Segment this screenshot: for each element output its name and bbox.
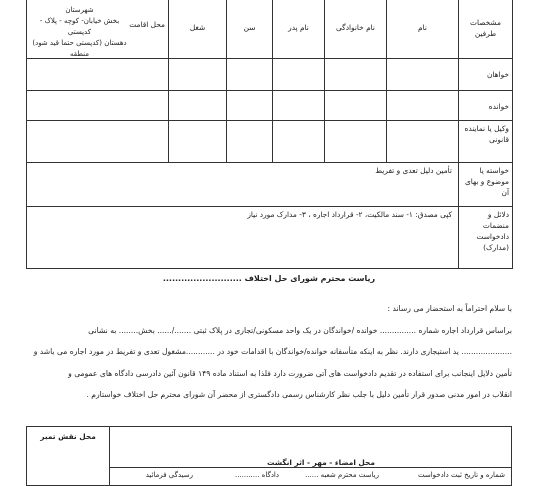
letter-line-4: انقلاب در امور مدنی صدور قرار تأمین دلیل با جلب نظر کارشناس رسمی دادگستری از محضر آن شورای محترم حل اختلاف خواستارم .: [86, 390, 512, 399]
lawyer-job: [169, 121, 227, 163]
header-address: [27, 0, 169, 59]
letter-greeting: با سلام احتراماً به استحضار می رساند :: [387, 304, 512, 313]
evidence-text: کپی مصدق: ۱- سند مالکیت، ۲- قرارداد اجاره ، ۳- مدارک مورد نیاز: [27, 207, 459, 269]
header-age: سن: [227, 0, 273, 59]
lawyer-family: [325, 121, 387, 163]
address-line-4: منطقه: [70, 50, 89, 58]
letter-line-2: ..................... ید استیجاری دارند. نظر به اینکه متأسفانه خوانده/خواندگان با اقدامات خود در ............مشغول تعدی و تفریط در مورد اجاره می باشد و: [33, 347, 512, 356]
stamp-area: [27, 427, 110, 485]
applicant-name: [387, 59, 459, 91]
row-evidence-label: دلائل و منضمات دادخواست (مدارک): [459, 207, 513, 269]
address-line-3: دهستان (کدپستی حتما قید شود): [32, 39, 127, 47]
lawyer-address: [27, 121, 169, 163]
address-line-2: بخش خیابان- کوچه - پلاک - کدپستی: [39, 17, 120, 36]
court-label: دادگاه ...........: [234, 471, 279, 479]
applicant-address: [27, 59, 169, 91]
letter-line-1: براساس قرارداد اجاره شماره ............... خوانده /خواندگان در یک واحد مسکونی/تجاری در پلاک ثبتی ......./...... بخش........ به نشانی: [88, 325, 512, 335]
row-applicant-label: خواهان: [459, 59, 513, 91]
row-lawyer-label: وکیل یا نماینده قانونی: [459, 121, 513, 163]
respondent-address: [27, 91, 169, 121]
signature-label: محل امضاء - مهر - اثر انگشت: [267, 458, 375, 467]
respondent-name: [387, 91, 459, 121]
lawyer-father: [273, 121, 325, 163]
lawyer-name: [387, 121, 459, 163]
header-job: شغل: [169, 0, 227, 59]
parties-table: [26, 0, 513, 269]
applicant-father: [273, 59, 325, 91]
addressee-heading: ریاست محترم شورای حل اختلاف ..........................: [162, 274, 376, 283]
respondent-father: [273, 91, 325, 121]
registration-number-label: شماره و تاریخ ثبت دادخواست: [417, 471, 505, 479]
header-name: نام: [387, 0, 459, 59]
respondent-family: [325, 91, 387, 121]
header-specs: مشخصات طرفین: [459, 0, 513, 59]
header-father: نام پدر: [273, 0, 325, 59]
proceed-label: رسیدگی فرمائید: [145, 471, 193, 479]
applicant-age: [227, 59, 273, 91]
applicant-family: [325, 59, 387, 91]
respondent-job: [169, 91, 227, 121]
address-line-1: شهرستان: [65, 6, 94, 14]
petition-letter: [18, 298, 512, 406]
letter-line-3: تأمین دلایل اینجانب برای استفاده در تقدیم دادخواست های آتی ضرورت دارد فلذا به استناد ماده ۱۴۹ قانون آئین دادرسی دادگاه های عمومی و: [68, 368, 512, 378]
subject-text: تأمین دلیل تعدی و تفریط: [27, 163, 459, 207]
header-residence: محل اقامت: [129, 20, 165, 29]
registration-strip: [109, 468, 511, 485]
applicant-job: [169, 59, 227, 91]
respondent-age: [227, 91, 273, 121]
lawyer-age: [227, 121, 273, 163]
stamp-label: محل نقش تمبر: [40, 432, 96, 441]
header-family: نام خانوادگی: [325, 0, 387, 59]
branch-head-label: ریاست محترم شعبه ......: [305, 471, 379, 479]
row-subject-label: خواسته یا موضوع و بهای آن: [459, 163, 513, 207]
row-respondent-label: خوانده: [459, 91, 513, 121]
footer-box: [26, 426, 512, 486]
